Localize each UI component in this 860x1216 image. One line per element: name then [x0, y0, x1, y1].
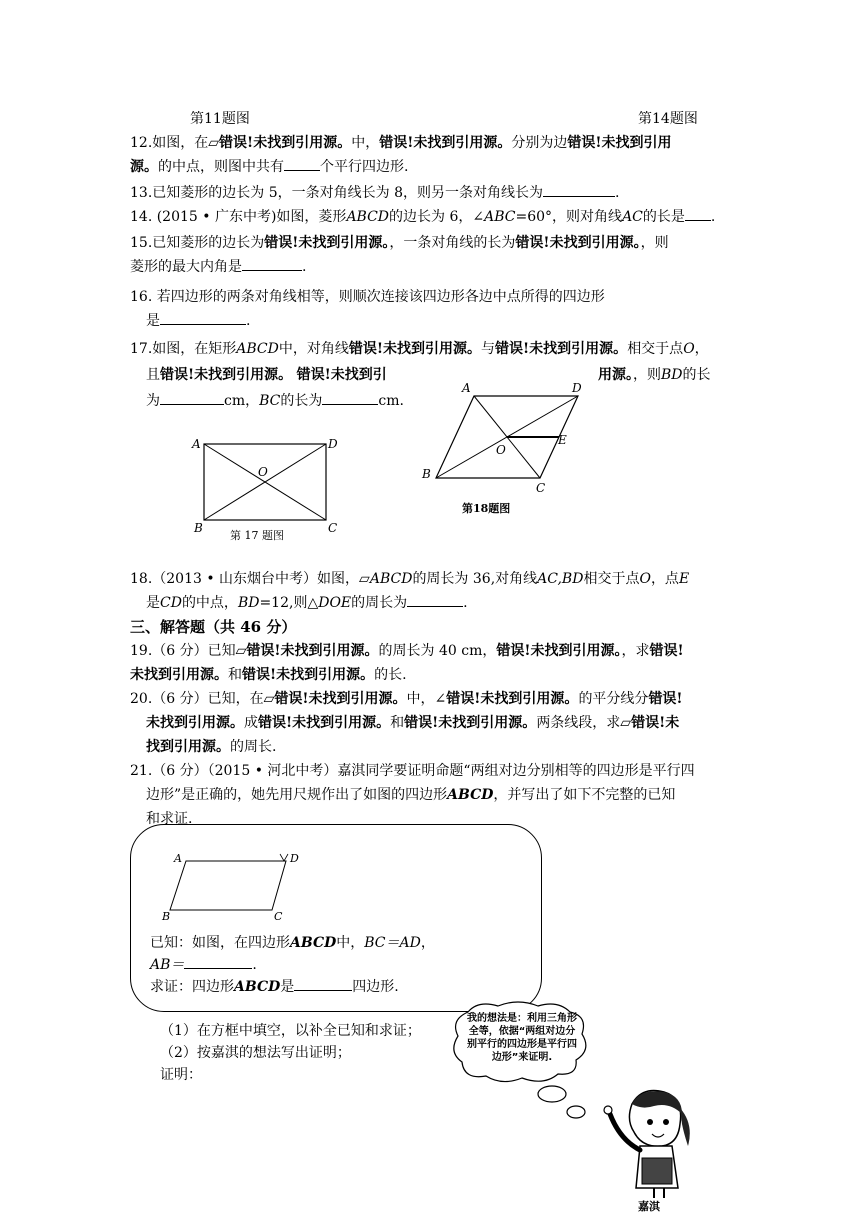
bubble-dot-large	[538, 1086, 566, 1102]
q14-text: =60°，则对角线	[515, 209, 623, 225]
character-name: 嘉淇	[638, 1200, 660, 1213]
q12-text: 如图，在▱	[152, 135, 220, 151]
q17-text: 的长	[682, 367, 711, 383]
ref-error: 错误!未找到引用源。	[264, 235, 390, 251]
q19-text: 的周长为 40 cm，	[378, 643, 497, 659]
q12-text: 分别为边	[511, 135, 568, 151]
task-1: （1）在方框中填空，以补全已知和求证；	[160, 1023, 421, 1039]
figure-17-caption: 第 17 题图	[230, 529, 284, 542]
quadrilateral-abcd	[170, 861, 286, 910]
q15-text: 15.已知菱形的边长为	[130, 235, 265, 251]
vertex-label-o: O	[258, 465, 268, 479]
vertex-label-o: O	[496, 443, 506, 457]
girl-eye-left	[647, 1119, 653, 1125]
ref-error: 错误!未找到引用源。	[160, 367, 293, 383]
task-2: （2）按嘉淇的想法写出证明；	[160, 1045, 351, 1061]
ref-error: 错误!未找到引用源。	[495, 341, 628, 357]
ref-error: 未找到引用源。	[146, 715, 244, 731]
question-14: 14. (2015 • 广东中考)如图，菱形ABCD的边长为 6，∠ABC=60°，则对角线AC的长是 .	[130, 206, 715, 228]
answer-blank[interactable]	[685, 206, 711, 221]
question-21-line-1	[130, 760, 695, 782]
question-20-line-3	[146, 736, 276, 758]
vertex-label-d: D	[290, 852, 299, 865]
q12-text: 中，	[351, 135, 380, 151]
q12-number: 12.	[130, 135, 153, 151]
ref-error: 错误!	[649, 643, 684, 659]
q12-text: 的中点，则图中共有	[158, 159, 284, 175]
q21-text: 和求证.	[146, 811, 193, 827]
math-label: BC	[259, 393, 281, 409]
q18-text: ，点	[650, 571, 679, 587]
q14-text: 14. (2015 • 广东中考)如图，菱形	[130, 209, 347, 225]
q18-text: 相交于点	[583, 571, 640, 587]
ref-error: 错误!未找到引用源。	[379, 135, 512, 151]
prove-line	[150, 976, 399, 998]
answer-blank[interactable]	[543, 182, 615, 197]
box-text: 是	[280, 979, 295, 995]
girl-legs	[654, 1188, 664, 1198]
math-label: O	[683, 341, 695, 357]
answer-blank[interactable]	[160, 390, 224, 405]
vertex-label-a: A	[174, 852, 182, 865]
question-20-line-2	[146, 712, 679, 734]
ref-error: 错误!未找到引用源。	[246, 643, 379, 659]
q21-text: 边形”是正确的，她先用尺规作出了如图的四边形	[146, 787, 448, 803]
q19-text: 和	[228, 667, 242, 683]
math-label: ABCD	[346, 209, 390, 225]
box-text: ，	[420, 935, 435, 951]
ref-error: 错误!未找到引用源。	[515, 235, 641, 251]
section-3-title: 三、解答题（共 46 分）	[130, 618, 297, 636]
ref-error: 错误!未找到引用源。	[348, 341, 482, 357]
question-18-line-1	[130, 568, 689, 590]
math-label: BC＝AD	[364, 935, 421, 951]
q20-text: 中，∠	[406, 691, 447, 707]
question-12-line-2	[130, 156, 408, 178]
q17-text: 相交于点	[627, 341, 684, 357]
vertex-label-b: B	[194, 521, 203, 535]
box-figure-quadrilateral	[160, 846, 310, 922]
ref-error: 错误!未找到引用源。	[219, 135, 352, 151]
q14-text: 的边长为 6，∠	[389, 209, 485, 225]
question-18-line-2: 是CD的中点，BD=12,则△DOE的周长为 .	[146, 592, 468, 614]
q20-text: 和	[390, 715, 405, 731]
q19-text: 的长.	[374, 667, 407, 683]
q18-text: 是	[146, 595, 160, 611]
question-15-line-1	[130, 232, 669, 254]
ref-error: 源。	[130, 159, 158, 175]
ref-error: 错误!未找到引用源。	[242, 667, 375, 683]
q15-text: ，一条对角线的长为	[389, 235, 516, 251]
ref-error: 错误!未找到引用源。	[496, 643, 622, 659]
q18-text: 的中点，	[181, 595, 238, 611]
q17-text: ，	[694, 341, 709, 357]
q18-text: 的周长为 36,对角线	[412, 571, 538, 587]
bubble-dot-small	[567, 1106, 585, 1118]
q19-text: ，求	[621, 643, 650, 659]
ref-error: 错误!未找到引用源。	[446, 691, 579, 707]
vertex-label-b: B	[422, 467, 431, 481]
box-text: 已知：如图，在四边形	[150, 935, 290, 951]
box-text: 四边形.	[352, 979, 399, 995]
answer-blank[interactable]	[322, 390, 378, 405]
q15-text: 菱形的最大内角是	[130, 259, 242, 275]
figure-11-caption: 第11题图	[190, 111, 250, 127]
ref-error: 用源。	[598, 367, 633, 383]
math-label: ABCD	[290, 935, 337, 951]
q17-text: cm.	[378, 393, 404, 409]
vertex-label-c: C	[274, 910, 283, 922]
math-label: DOE	[318, 595, 352, 611]
answer-blank[interactable]	[407, 592, 463, 607]
vertex-label-c: C	[536, 481, 546, 495]
math-label: ABCD	[447, 787, 494, 803]
vertex-label-c: C	[328, 521, 338, 535]
q21-text: ，并写出了如下不完整的已知	[493, 787, 676, 803]
answer-blank[interactable]	[284, 156, 320, 171]
answer-blank[interactable]	[294, 976, 352, 991]
q17-text: 与	[481, 341, 496, 357]
known-line-2	[150, 954, 257, 976]
box-text: 中，	[336, 935, 365, 951]
math-label: AB＝	[150, 957, 185, 973]
math-label: ABCD	[369, 571, 413, 587]
question-19-line-1	[130, 640, 684, 662]
proof-label: 证明：	[160, 1067, 202, 1083]
question-17-line-3	[146, 390, 404, 412]
q20-text: 两条线段，求▱	[536, 715, 632, 731]
math-label: ABCD	[236, 341, 279, 357]
q20-text: 的平分线分	[578, 691, 649, 707]
figure-17-rectangle	[188, 432, 348, 542]
bubble-text: 我的想法是：利用三角形全等，依据“两组对边分别平行的四边形是平行四边形”来证明.	[467, 1013, 577, 1063]
vertex-label-b: B	[162, 910, 171, 922]
question-21-line-2	[146, 784, 675, 806]
q17-text: 为	[146, 393, 160, 409]
math-label: AC	[622, 209, 643, 225]
q20-text: 的周长.	[230, 739, 277, 755]
figure-18-caption: 第18题图	[462, 502, 511, 515]
vertex-label-d: D	[328, 437, 338, 451]
q17-text: 中，对角线	[278, 341, 349, 357]
math-label: ABCD	[234, 979, 281, 995]
girl-hand	[604, 1106, 612, 1114]
girl-clipboard	[642, 1158, 672, 1184]
ref-error: 错误!未	[631, 715, 680, 731]
q17-text: 的长为	[280, 393, 323, 409]
vertex-label-d: D	[572, 381, 582, 395]
question-16-line-2: 是 .	[146, 310, 250, 332]
ref-error: 错误!未找到引	[296, 367, 387, 383]
girl-ponytail	[680, 1108, 690, 1146]
q12-text: 个平行四边形.	[320, 159, 409, 175]
question-20-line-1	[130, 688, 683, 710]
q17-text: ，则	[633, 367, 661, 383]
ref-error: 找到引用源。	[146, 739, 230, 755]
vertex-label-a: A	[192, 437, 201, 451]
question-17-line-2a	[146, 364, 387, 386]
compass-arc-mark	[280, 854, 288, 861]
q17-text: 17.如图，在矩形	[130, 341, 237, 357]
ref-error: 错误!未找到引用	[567, 135, 672, 151]
box-text: 求证：四边形	[150, 979, 234, 995]
math-label: E	[678, 571, 690, 587]
math-label: ABC	[484, 209, 516, 225]
question-12-line-1	[130, 132, 672, 154]
vertex-label-a: A	[462, 381, 471, 395]
question-17-line-1	[130, 338, 709, 360]
q17-text: 且	[146, 367, 160, 383]
q14-text: 的长是	[642, 209, 685, 225]
q21-text: 21.（6 分）（2015 • 河北中考）嘉淇同学要证明命题“两组对边分别相等的四边形是平行四	[130, 763, 695, 779]
figure-14-caption: 第14题图	[638, 111, 698, 127]
ref-error: 错误!	[648, 691, 683, 707]
ref-error: 错误!未找到引用源。	[258, 715, 391, 731]
q16-text: 是	[146, 313, 160, 329]
girl-eye-right	[663, 1119, 669, 1125]
math-label: BD	[237, 595, 260, 611]
q20-text: 20.（6 分）已知，在▱	[130, 691, 275, 707]
answer-blank[interactable]	[160, 310, 246, 325]
question-16-line-1	[130, 286, 605, 308]
math-label: CD	[160, 595, 182, 611]
ref-error: 未找到引用源。	[130, 667, 228, 683]
q17-text: cm，	[224, 393, 260, 409]
math-label: AC,BD	[537, 571, 584, 587]
q19-text: 19.（6 分）已知▱	[130, 643, 247, 659]
figure-18-parallelogram	[418, 378, 588, 518]
question-17-line-2b	[598, 364, 711, 386]
math-label: BD	[661, 367, 683, 383]
ref-error: 错误!未找到引用源。	[274, 691, 407, 707]
question-13: 13.已知菱形的边长为 5，一条对角线长为 8，则另一条对角线长为 .	[130, 182, 619, 204]
q13-text: 13.已知菱形的边长为 5，一条对角线长为 8，则另一条对角线长为	[130, 185, 543, 201]
question-15-line-2: 菱形的最大内角是 .	[130, 256, 306, 278]
girl-illustration	[592, 1084, 702, 1204]
ref-error: 错误!未找到引用源。	[404, 715, 537, 731]
known-line-1	[150, 932, 435, 954]
answer-blank[interactable]	[242, 256, 302, 271]
q16-text: 16. 若四边形的两条对角线相等，则顺次连接该四边形各边中点所得的四边形	[130, 289, 605, 305]
math-label: O	[639, 571, 651, 587]
q15-text: ，则	[640, 235, 669, 251]
q20-text: 成	[244, 715, 258, 731]
box-text: .	[252, 957, 257, 973]
question-19-line-2	[130, 664, 407, 686]
answer-blank[interactable]	[184, 954, 252, 969]
q18-text: =12,则△	[259, 595, 319, 611]
vertex-label-e: E	[558, 433, 567, 447]
q18-text: 18.（2013 • 山东烟台中考）如图，▱	[130, 571, 370, 587]
q18-text: 的周长为	[351, 595, 408, 611]
